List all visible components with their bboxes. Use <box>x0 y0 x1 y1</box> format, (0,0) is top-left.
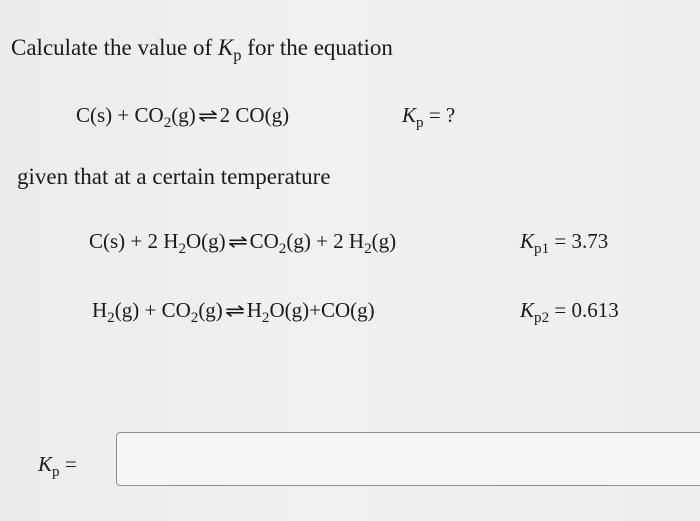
answer-label <box>38 450 77 478</box>
equilibrium-arrow-icon: ⇌ <box>224 300 245 322</box>
eq2-part: (g) <box>198 298 223 322</box>
eq1-part: CO <box>249 229 279 253</box>
kp2-subscript: p2 <box>534 309 550 326</box>
prompt-text-after: for the equation <box>247 35 393 60</box>
target-k-symbol: K <box>402 103 417 127</box>
equilibrium-arrow-icon: ⇌ <box>197 105 218 127</box>
eq1-part: C(s) + 2 H <box>89 229 179 253</box>
eq1-subscript: 2 <box>364 240 372 257</box>
kp1-expression <box>520 227 608 255</box>
eq1-part: (g) + 2 H <box>286 229 365 253</box>
eq1-subscript: 2 <box>178 240 186 257</box>
eq2-subscript: 2 <box>261 309 270 326</box>
eq2-subscript: 2 <box>190 309 199 326</box>
target-k-expression <box>402 101 455 129</box>
answer-k-subscript: p <box>52 463 60 480</box>
kp1-symbol: K <box>520 229 535 253</box>
eq2-part: H <box>246 298 262 322</box>
eq1-subscript: 2 <box>278 240 287 257</box>
target-k-value: = ? <box>428 103 456 127</box>
kp2-expression <box>520 296 619 324</box>
eq1-part: (g) <box>371 229 397 253</box>
prompt-text: Calculate the value of <box>11 35 213 60</box>
answer-equals: = <box>64 452 77 476</box>
eq2-subscript: 2 <box>107 309 115 326</box>
eq2-part: H <box>92 298 108 322</box>
target-eq-reactants: C(s) + CO <box>76 103 164 127</box>
answer-k-symbol: K <box>38 452 53 476</box>
kp-answer-input[interactable] <box>116 432 700 486</box>
kp-symbol: K <box>217 35 234 60</box>
given-equation-1 <box>89 227 396 256</box>
kp2-symbol: K <box>520 298 535 322</box>
target-equation <box>76 101 289 130</box>
target-eq-products: 2 CO(g) <box>219 103 290 127</box>
kp-subscript: p <box>233 45 242 65</box>
target-eq-reactants-end: (g) <box>171 103 196 127</box>
kp1-value: = 3.73 <box>554 229 609 253</box>
question-prompt <box>11 34 393 65</box>
eq2-part: (g) + CO <box>114 298 191 322</box>
given-text: given that at a certain temperature <box>17 164 331 189</box>
target-k-subscript: p <box>416 114 424 131</box>
eq2-part: O(g)+CO(g) <box>269 298 375 322</box>
kp2-value: = 0.613 <box>554 298 619 322</box>
target-eq-subscript: 2 <box>163 114 172 131</box>
equilibrium-arrow-icon: ⇌ <box>227 231 248 253</box>
kp1-subscript: p1 <box>534 240 550 257</box>
eq1-part: O(g) <box>186 229 226 253</box>
given-equation-2 <box>92 296 375 325</box>
